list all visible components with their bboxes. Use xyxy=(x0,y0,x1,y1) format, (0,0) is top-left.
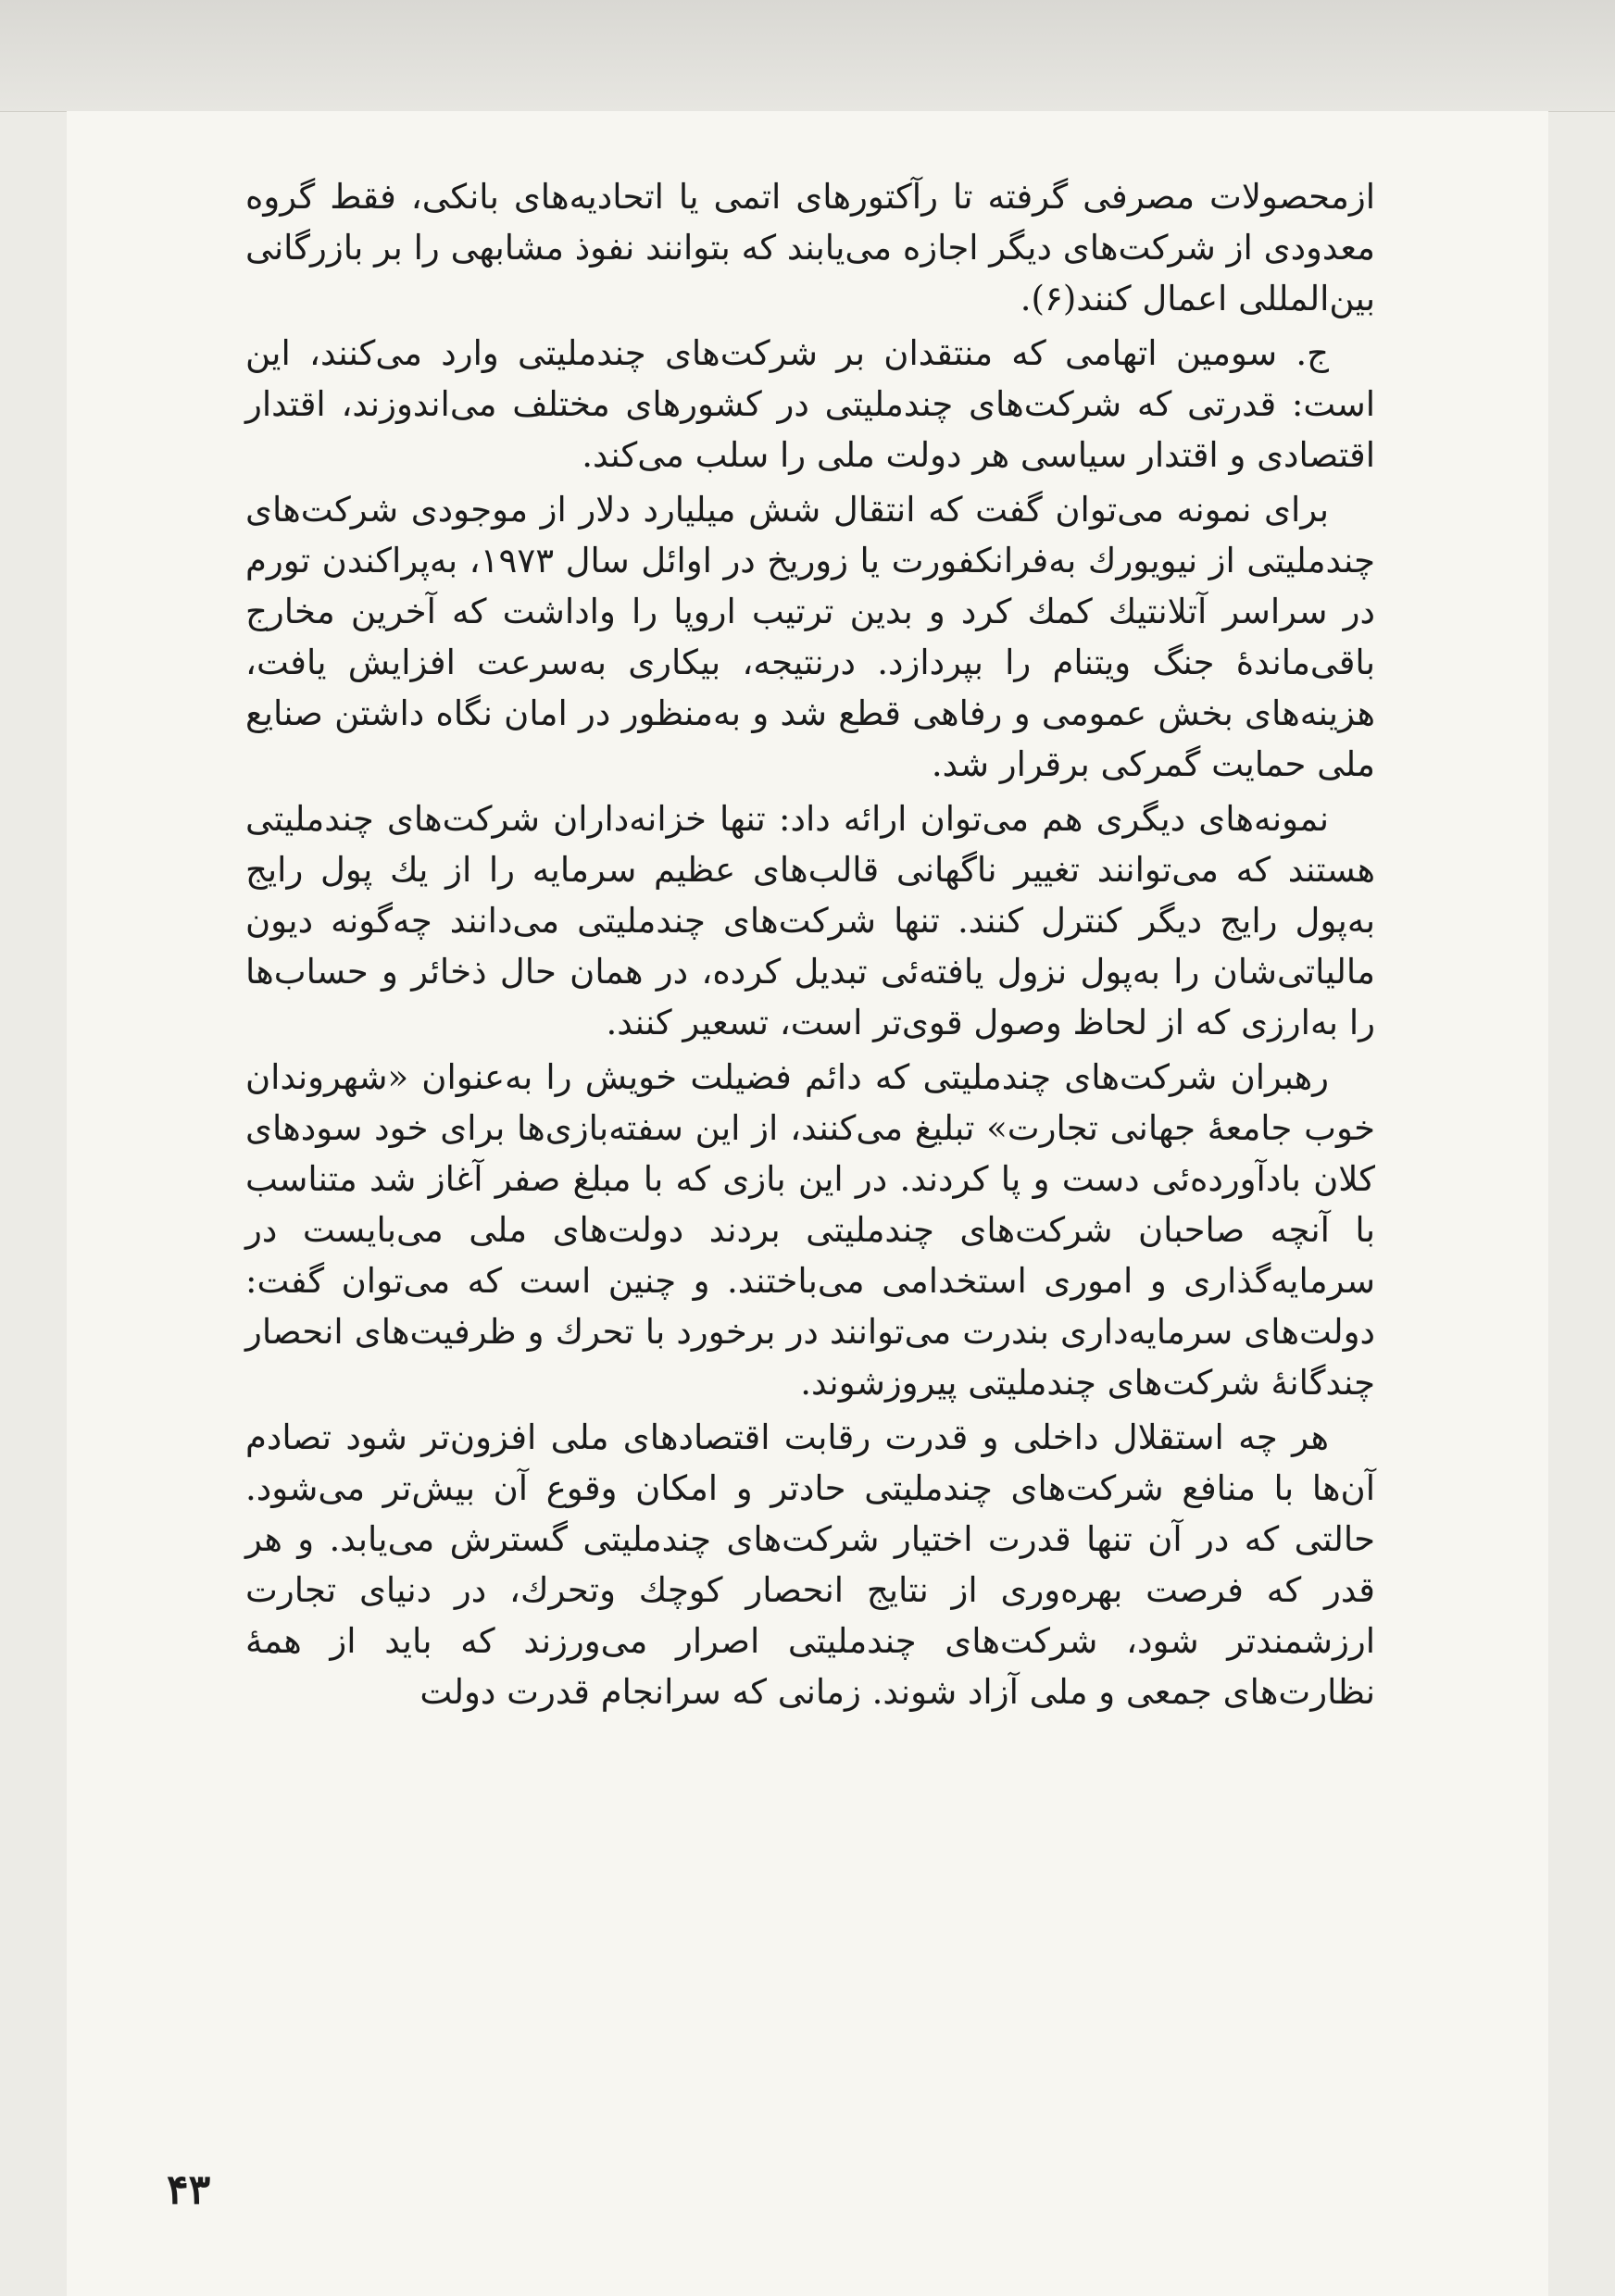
paragraph-4: نمونه‌های دیگری هم می‌توان ارائه داد: تنها خزانه‌داران شرکت‌های چندملیتی هستند که می‌توانند تغییر ناگهانی قالب‌های عظیم سرمایه را از یك پول رایج به‌پول رایج دیگر کنترل کنند. تنها شرکت‌های چندملیتی می‌دانند چه‌گونه دیون مالیاتی‌شان را به‌پول نزول یافته‌ئی تبدیل کرده، در همان حال ذخائر و حساب‌ها را به‌ارزی که از لحاظ وصول قوی‌تر است، تسعیر کنند. xyxy=(245,799,1375,1042)
paragraph-1: ازمحصولات مصرفی گرفته تا رآکتورهای اتمی یا اتحادیه‌های بانکی، فقط گروه معدودی از شرکت‌های دیگر اجازه می‌یابند که بتوانند نفوذ مشابهی را بر بازرگانی بین‌المللی اعمال کنند(۶). xyxy=(245,177,1375,318)
paragraph-6: هر چه استقلال داخلی و قدرت رقابت اقتصادهای ملی افزون‌تر شود تصادم آن‌ها با منافع شرکت‌های چندملیتی حادتر و امکان وقوع آن بیش‌تر می‌شود. حالتی که در آن تنها قدرت اختیار شرکت‌های چندملیتی گسترش می‌یابد. و هر قدر که فرصت بهره‌وری از نتایج انحصار کوچك وتحرك، در دنیای تجارت ارزشمندتر شود، شرکت‌های چندملیتی اصرار می‌ورزند که باید از همهٔ نظارت‌های جمعی و ملی آزاد شوند. زمانی که سرانجام قدرت دولت xyxy=(245,1417,1375,1712)
paragraph-5: رهبران شرکت‌های چندملیتی که دائم فضیلت خویش را به‌عنوان «شهروندان خوب جامعهٔ جهانی تجارت» تبلیغ می‌کنند، از این سفته‌بازی‌ها برای خود سودهای کلان بادآورده‌ئی دست و پا کردند. در این بازی که با مبلغ صفر آغاز شد متناسب با آنچه صاحبان شرکت‌های چندملیتی بردند دولت‌های ملی می‌بایست در سرمایه‌گذاری و اموری استخدامی می‌باختند. و چنین است که می‌توان گفت: دولت‌های سرمایه‌داری بندرت می‌توانند در برخورد با تحرك و ظرفیت‌های انحصار چندگانهٔ شرکت‌های چندملیتی پیروزشوند. xyxy=(245,1057,1375,1403)
paragraph-2: ج. سومین اتهامی که منتقدان بر شرکت‌های چندملیتی وارد می‌کنند، این است: قدرتی که شرکت‌های چندملیتی در کشورهای مختلف می‌اندوزند، اقتدار اقتصادی و اقتدار سیاسی هر دولت ملی را سلب می‌کند. xyxy=(245,333,1375,475)
scan-top-band xyxy=(0,0,1615,112)
body-text xyxy=(245,171,1375,1721)
paragraph-3: برای نمونه می‌توان گفت که انتقال شش میلیارد دلار از موجودی شرکت‌های چندملیتی از نیویورك به‌فرانکفورت یا زوریخ در اوائل سال ۱۹۷۳، به‌پراکندن تورم در سراسر آتلانتیك کمك کرد و بدین ترتیب اروپا را واداشت که آخرین مخارج باقی‌ماندهٔ جنگ ویتنام را بپردازد. درنتیجه، بیکاری به‌سرعت افزایش یافت، هزینه‌های بخش عمومی و رفاهی قطع شد و به‌منظور در امان نگاه داشتن صنایع ملی حمایت گمرکی برقرار شد. xyxy=(245,490,1375,784)
page-number: ۴۳ xyxy=(167,2166,211,2214)
